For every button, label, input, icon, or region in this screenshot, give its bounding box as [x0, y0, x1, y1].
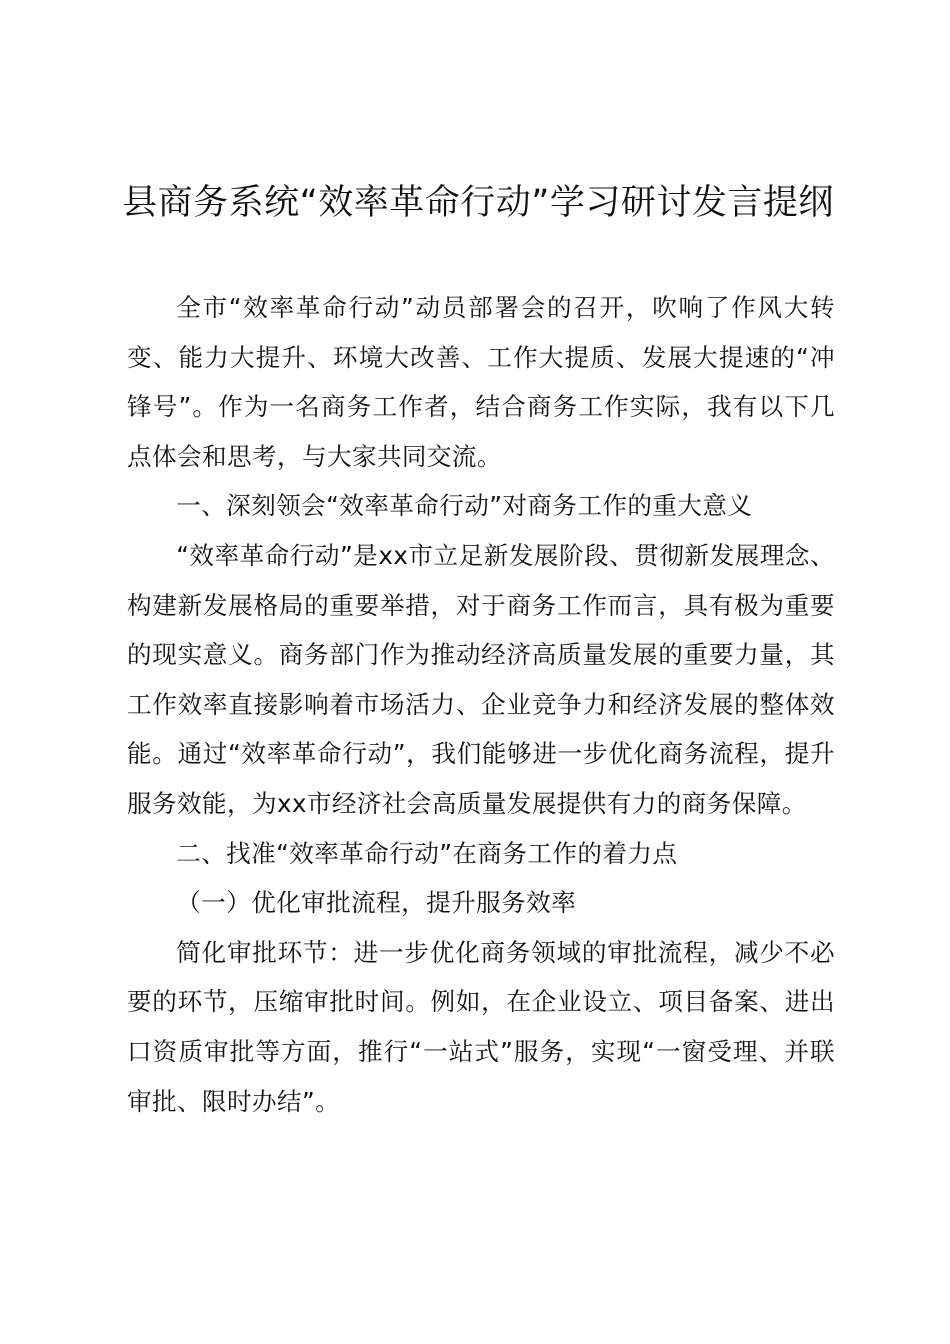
subsection-heading-1: （一）优化审批流程，提升服务效率: [176, 888, 577, 918]
section-heading-2: 二、找准“效率革命行动”在商务工作的着力点: [176, 838, 678, 868]
subsection-1-paragraph: 简化审批环节：进一步优化商务领域的审批流程，减少不必要的环节，压缩审批时间。例如，在企业设立、项目备案、进出口资质审批等方面，推行“一站式”服务，实现“一窗受理、并联审批、限时办结”。: [127, 937, 835, 1116]
intro-paragraph: 全市“效率革命行动”动员部署会的召开，吹响了作风大转变、能力大提升、环境大改善、工作大提质、发展大提速的“冲锋号”。作为一名商务工作者，结合商务工作实际，我有以下几点体会和思考，与大家共同交流。: [127, 293, 835, 471]
section-1-paragraph: “效率革命行动”是xx市立足新发展阶段、贯彻新发展理念、构建新发展格局的重要举措，对于商务工作而言，具有极为重要的现实意义。商务部门作为推动经济高质量发展的重要力量，其工作效率直接影响着市场活力、企业竞争力和经济发展的整体效能。通过“效率革命行动”，我们能够进一步优化商务流程，提升服务效能，为xx市经济社会高质量发展提供有力的商务保障。: [127, 540, 835, 818]
document-body: [127, 283, 835, 1126]
section-heading-1: 一、深刻领会“效率革命行动”对商务工作的重大意义: [176, 491, 753, 521]
document-title: 县商务系统“效率革命行动”学习研讨发言提纲: [122, 183, 834, 223]
